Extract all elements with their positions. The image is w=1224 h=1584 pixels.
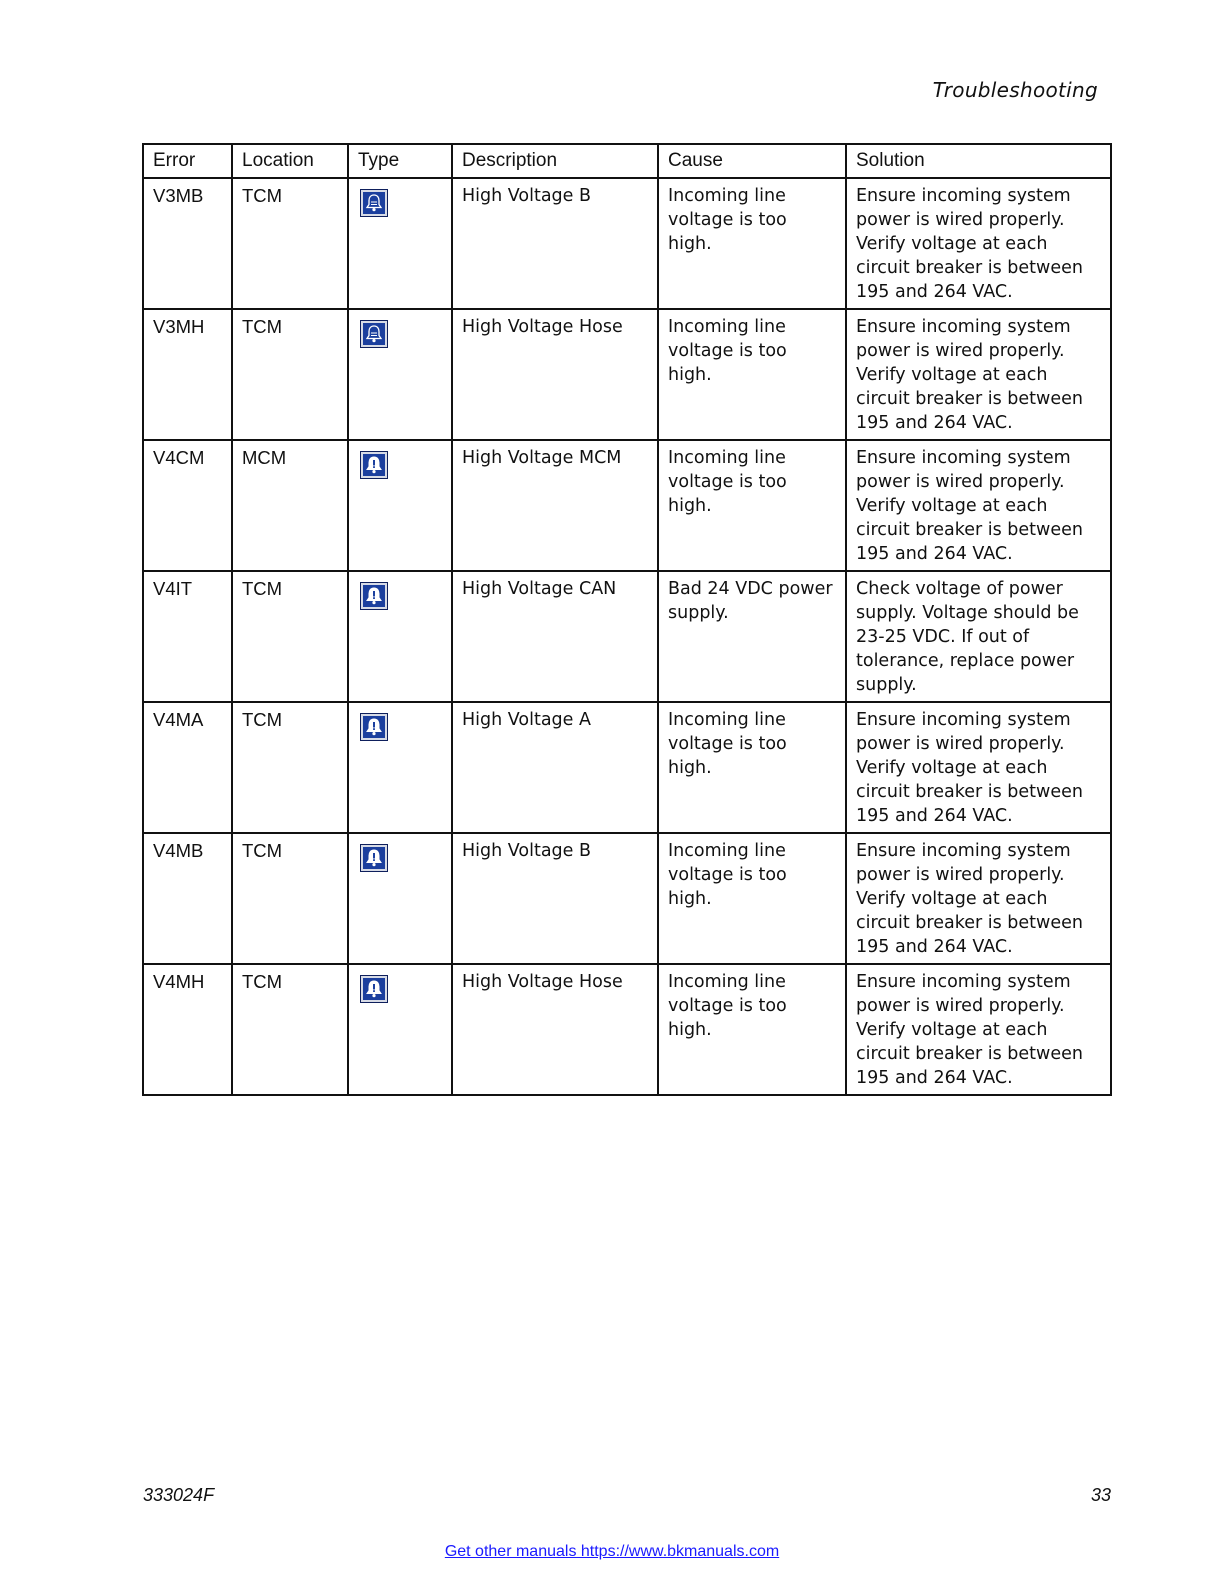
table-row [143,178,1111,309]
type-cell [348,833,452,964]
document-number: 333024F [143,1485,215,1505]
cause-cell: Bad 24 VDC power supply. [658,571,846,702]
column-header-description: Description [452,144,658,178]
error-code: V3MH [143,309,232,440]
description-cell: High Voltage Hose [452,309,658,440]
column-header-cause: Cause [658,144,846,178]
alarm-bell-icon [360,713,388,741]
description-cell: High Voltage MCM [452,440,658,571]
type-cell [348,964,452,1095]
table-row [143,964,1111,1095]
table-row [143,571,1111,702]
table-row [143,833,1111,964]
type-cell [348,702,452,833]
description-cell: High Voltage B [452,833,658,964]
solution-cell: Ensure incoming system power is wired properly. Verify voltage at each circuit breaker is between 195 and 264 VAC. [846,833,1111,964]
cause-cell: Incoming line voltage is too high. [658,309,846,440]
alarm-bell-icon [360,451,388,479]
alarm-bell-icon [360,844,388,872]
alarm-bell-icon [360,582,388,610]
type-cell [348,571,452,702]
manuals-link[interactable]: Get other manuals https://www.bkmanuals.com [444,1543,780,1560]
solution-cell: Ensure incoming system power is wired properly. Verify voltage at each circuit breaker is between 195 and 264 VAC. [846,309,1111,440]
table-row [143,309,1111,440]
solution-cell: Check voltage of power supply. Voltage should be 23-25 VDC. If out of tolerance, replace power supply. [846,571,1111,702]
type-cell [348,440,452,571]
error-codes-table [142,143,1112,1096]
description-cell: High Voltage B [452,178,658,309]
page-number: 33 [1090,1485,1111,1505]
table-header-row [143,144,1111,178]
location-cell: TCM [232,571,348,702]
table-row [143,702,1111,833]
location-cell: TCM [232,702,348,833]
error-code: V4MB [143,833,232,964]
cause-cell: Incoming line voltage is too high. [658,833,846,964]
footer-link-container [0,1543,1224,1561]
location-cell: TCM [232,964,348,1095]
error-code: V4CM [143,440,232,571]
section-title: Troubleshooting [932,78,1098,102]
location-cell: TCM [232,309,348,440]
table-row [143,440,1111,571]
solution-cell: Ensure incoming system power is wired properly. Verify voltage at each circuit breaker is between 195 and 264 VAC. [846,964,1111,1095]
location-cell: TCM [232,833,348,964]
column-header-location: Location [232,144,348,178]
cause-cell: Incoming line voltage is too high. [658,702,846,833]
cause-cell: Incoming line voltage is too high. [658,178,846,309]
description-cell: High Voltage Hose [452,964,658,1095]
cause-cell: Incoming line voltage is too high. [658,440,846,571]
description-cell: High Voltage CAN [452,571,658,702]
column-header-error: Error [143,144,232,178]
error-code: V4IT [143,571,232,702]
column-header-type: Type [348,144,452,178]
advisory-bell-icon [360,320,388,348]
solution-cell: Ensure incoming system power is wired properly. Verify voltage at each circuit breaker is between 195 and 264 VAC. [846,702,1111,833]
solution-cell: Ensure incoming system power is wired properly. Verify voltage at each circuit breaker is between 195 and 264 VAC. [846,178,1111,309]
error-code: V4MH [143,964,232,1095]
advisory-bell-icon [360,189,388,217]
table-body [143,178,1111,1095]
column-header-solution: Solution [846,144,1111,178]
description-cell: High Voltage A [452,702,658,833]
error-code: V3MB [143,178,232,309]
solution-cell: Ensure incoming system power is wired properly. Verify voltage at each circuit breaker is between 195 and 264 VAC. [846,440,1111,571]
error-code: V4MA [143,702,232,833]
location-cell: TCM [232,178,348,309]
cause-cell: Incoming line voltage is too high. [658,964,846,1095]
type-cell [348,178,452,309]
type-cell [348,309,452,440]
alarm-bell-icon [360,975,388,1003]
location-cell: MCM [232,440,348,571]
